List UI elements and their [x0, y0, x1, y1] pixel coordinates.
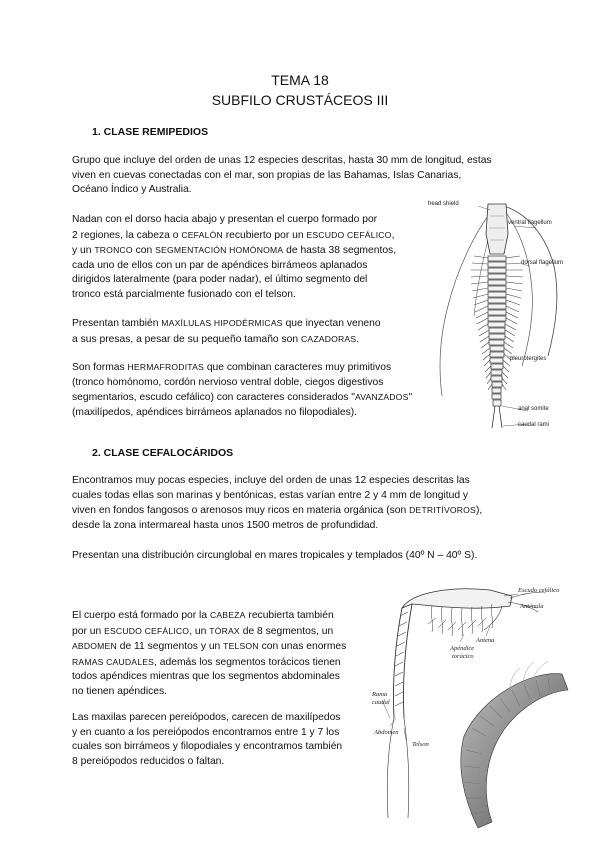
text-line	[72, 639, 346, 655]
term-maxilulas: MAXÍLULAS HIPODÉRMICAS	[161, 318, 283, 328]
label-antenula: Anténula	[520, 603, 544, 610]
term-escudo-cefalico-2: ESCUDO CEFÁLICO	[104, 625, 190, 636]
section-heading-remipedios: 1. CLASE REMIPEDIOS	[92, 126, 209, 138]
text-span: por un	[72, 625, 105, 637]
text-span: de 8 segmentos, un	[239, 625, 334, 637]
term-abdomen: ABDOMEN	[72, 641, 117, 652]
text-span: segmentarios, escudo cefálico) con caracteres considerados "	[72, 392, 355, 404]
label-anal-somite: anal somite	[518, 406, 549, 412]
paragraph-cefalocaridos-maxilas	[72, 711, 342, 769]
text-span: , un	[189, 625, 210, 637]
term-torax: TÓRAX	[209, 625, 240, 636]
text-line	[72, 624, 346, 640]
term-telson: TELSON	[223, 641, 259, 652]
text-span: que inyectan veneno	[282, 318, 381, 329]
paragraph-cefalocaridos-intro	[72, 474, 482, 533]
text-line: y en cuanto a los pereiópodos encontramos entre 1 y 7 los	[72, 726, 340, 738]
term-escudo-cefalico: ESCUDO CEFÁLICO	[306, 229, 392, 240]
text-span: que combinan caracteres muy primitivos	[203, 362, 392, 373]
label-ventral-flagellum: ventral flagellum	[508, 220, 552, 226]
label-head-shield: head shield	[428, 201, 459, 207]
paragraph-cefalocaridos-cuerpo	[72, 608, 346, 700]
text-line	[72, 655, 346, 671]
label-antena: Antena	[476, 637, 495, 644]
label-caudal-rami: caudal rami	[518, 422, 550, 428]
label-dorsal-flagellum: dorsal flagellum	[521, 260, 564, 266]
text-line	[72, 332, 381, 348]
paragraph-cefalocaridos-distribucion: Presentan una distribución circunglobal en mares tropicales y templados (40º N – 40º S).	[72, 550, 478, 561]
text-span: de hasta 38 segmentos,	[283, 245, 397, 257]
text-span: ),	[475, 505, 483, 517]
text-span: viven en fondos fangosos o arenosos muy ricos en materia orgánica (son	[72, 505, 410, 517]
term-cazadoras: CAZADORAS	[300, 333, 357, 344]
text-line: no tienen apéndices.	[72, 685, 168, 697]
text-line: tronco está parcialmente fusionado con el telson.	[72, 288, 296, 300]
text-span: El cuerpo está formado por la	[72, 610, 210, 621]
term-segmentacion-homonoma: SEGMENTACIÓN HOMÓNOMA	[155, 245, 284, 256]
term-cabeza: CABEZA	[209, 610, 246, 620]
text-span: Presentan también	[72, 318, 162, 329]
text-line: Grupo que incluye del orden de unas 12 especies descritas, hasta 30 mm de longitud, estas	[72, 155, 492, 166]
text-line: desde la zona intermareal hasta unos 1500 metros de profundidad.	[72, 519, 379, 531]
text-line: todos apéndices mientras que los segmentos abdominales	[72, 671, 340, 683]
paragraph-remipedios-body	[72, 213, 396, 303]
text-line: cuales todas ellas son marinas y bentónicas, estas varían entre 2 y 4 mm de longitud y	[72, 489, 469, 501]
label-telson: Telson	[412, 741, 429, 748]
paragraph-remipedios-maxilulas	[72, 316, 381, 347]
text-span: con unas enormes	[258, 641, 347, 653]
text-line: Encontramos muy pocas especies, incluye del orden de unas 12 especies descritas las	[72, 475, 470, 486]
label-escudo-cefalico: Escudo cefálico	[518, 587, 560, 594]
text-span: y un	[72, 245, 95, 257]
cephalocarid-figure	[372, 578, 574, 840]
term-cefalon: CEFALÓN	[181, 229, 223, 240]
text-line	[72, 243, 396, 259]
label-apendice: Apéndice	[450, 645, 475, 652]
text-line: dirigidos lateralmente (para poder nadar), el último segmento del	[72, 274, 368, 286]
text-span: con	[132, 245, 156, 257]
remipede-figure	[418, 196, 568, 432]
text-span: recubierta también	[245, 610, 334, 621]
term-hermafroditas: HERMAFRODITAS	[127, 362, 204, 372]
page-title: TEMA 18	[271, 72, 329, 88]
text-span: .	[356, 333, 360, 345]
text-line: Océano Índico y Australia.	[72, 184, 192, 196]
label-pleurotergites: pleurotergites	[510, 356, 547, 362]
label-caudal: caudal	[372, 699, 390, 706]
text-line	[72, 360, 412, 376]
text-line	[72, 228, 396, 244]
paragraph-remipedios-caracteres	[72, 360, 412, 420]
label-abdomen: Abdomen	[374, 729, 399, 736]
term-tronco: TRONCO	[94, 245, 133, 256]
text-span: de 11 segmentos y un	[116, 641, 224, 653]
term-avanzados: AVANZADOS	[354, 392, 409, 403]
text-span: recubierto por un	[222, 229, 307, 241]
text-line: cuales son birrámeos y filopodiales y encontramos también	[72, 741, 343, 753]
text-line	[72, 316, 381, 332]
text-line: Las maxilas parecen pereiópodos, carecen de maxilípedos	[72, 712, 341, 723]
text-line	[72, 503, 482, 519]
term-detritivoros: DETRITÍVOROS	[409, 505, 476, 516]
text-span: 2 regiones, la cabeza o	[72, 229, 182, 241]
text-span: ,	[391, 229, 395, 241]
text-line: viven en cuevas conectadas con el mar, son propias de las Bahamas, Islas Canarias,	[72, 169, 462, 181]
page-subtitle: SUBFILO CRUSTÁCEOS III	[211, 92, 389, 108]
paragraph-remipedios-intro	[72, 154, 492, 198]
text-span: "	[408, 392, 413, 404]
text-line	[72, 390, 412, 406]
text-span: a sus presas, a pesar de su pequeño tamaño son	[72, 333, 301, 345]
label-rama: Rama	[372, 691, 388, 698]
section-heading-cefalocaridos: 2. CLASE CEFALOCÁRIDOS	[92, 447, 234, 459]
text-line: (tronco homónomo, cordón nervioso ventral doble, ciegos digestivos	[72, 376, 384, 388]
label-toracico: torácico	[452, 653, 474, 660]
text-span: Son formas	[72, 362, 128, 373]
text-line: Nadan con el dorso hacia abajo y presentan el cuerpo formado por	[72, 214, 378, 225]
text-line: 8 pereiópodos reducidos o faltan.	[72, 755, 225, 767]
text-line: cada uno de ellos con un par de apéndices birrámeos aplanados	[72, 259, 368, 271]
text-line	[72, 608, 346, 624]
text-line: (maxilípedos, apéndices birrámeos aplanados no filopodiales).	[72, 406, 358, 418]
term-ramas-caudales: RAMAS CAUDALES	[72, 656, 155, 667]
text-span: , además los segmentos torácicos tienen	[154, 656, 341, 668]
